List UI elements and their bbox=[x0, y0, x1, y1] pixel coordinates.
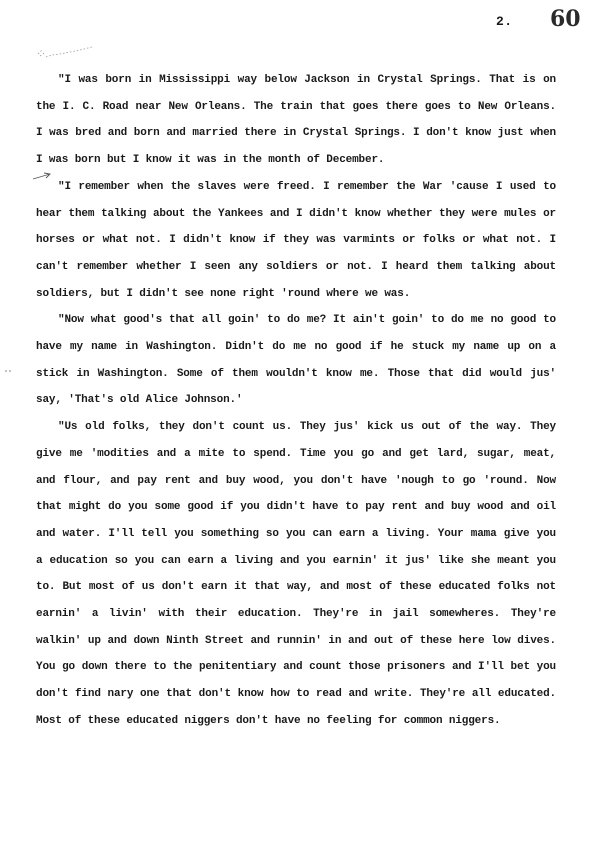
paragraph-slaves-freed: "I remember when the slaves were freed. I remember the War 'cause I used to hear them talking about the Yankees and I didn't know whether they were mules or horses or what not. I didn't know if they was varmints or folks or what not. I can't remember whether I seen any soldiers or not. I heard them talking about soldiers, but I didn't see none right 'round where we was. bbox=[36, 180, 556, 300]
page-stamp-number: 60 bbox=[550, 6, 581, 32]
page-number: 2. bbox=[496, 14, 513, 29]
paragraph-washington: "Now what good's that all goin' to do me? It ain't goin' to do me no good to have my name in Washington. Didn't do me no good if he stuck my name up on a stick in Washington. Some of them wouldn't know me. Those that did would jus' say, 'That's old Alice Johnson.' bbox=[36, 314, 556, 407]
transcript-body bbox=[36, 67, 556, 735]
pencil-mark-icon bbox=[36, 44, 96, 64]
paragraph-old-folks: "Us old folks, they don't count us. They jus' kick us out of the way. They give me 'modities and a mite to spend. Time you go and get lard, sugar, meat, and flour, and pay rent and buy wood, you don't have 'nough to go 'round. Now that might do you some good if you didn't have to pay rent and buy wood and oil and water. I'll tell you something so you can earn a living. Your mama give you a education so you can earn a living and you earnin' it jus' like she meant you to. But most of us don't earn it that way, and most of these educated folks not earnin' a livin' with their education. They're in jail somewheres. They're walkin' up and down Ninth Street and runnin' in and out of these here low dives. You go down there to the penitentiary and count those prisoners and I'll bet you don't find nary one that don't know how to read and write. They're all educated. Most of these educated niggers don't have no feeling for common niggers. bbox=[36, 421, 556, 727]
paragraph-birth: "I was born in Mississippi way below Jackson in Crystal Springs. That is on the I. C. Road near New Orleans. The train that goes there goes to New Orleans. I was bred and born and married there in Crystal Springs. I don't know just when I was born but I know it was in the month of December. bbox=[36, 74, 556, 167]
margin-dots-icon bbox=[3, 366, 13, 376]
